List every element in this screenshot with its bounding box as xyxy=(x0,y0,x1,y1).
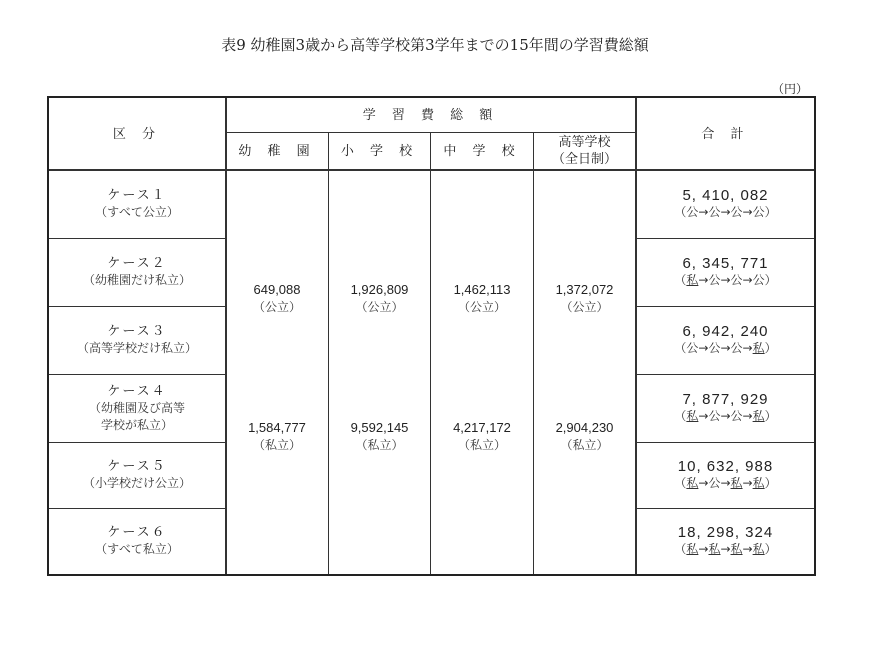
route: （私→公→公→公） xyxy=(674,273,777,287)
route: （公→公→公→公） xyxy=(674,205,777,219)
public-high-school xyxy=(534,278,635,318)
header-total: 合 計 xyxy=(701,126,750,142)
route-private: 私 xyxy=(686,273,699,287)
case-description: （高等学校だけ私立） xyxy=(76,341,197,355)
value: 1,926,809 xyxy=(350,281,409,297)
route-private: 私 xyxy=(686,476,699,490)
value: 1,584,777 xyxy=(248,419,306,435)
route-public: 公 xyxy=(686,205,699,219)
route-public: 公 xyxy=(752,205,765,219)
divider xyxy=(533,132,534,574)
header-high-school-line2: （全日制） xyxy=(551,152,617,167)
label: （公立） xyxy=(252,299,301,314)
table-title: 表9 幼稚園3歳から高等学校第3学年までの15年間の学習費総額 xyxy=(221,36,649,54)
private-elementary xyxy=(329,416,430,456)
route: （私→私→私→私） xyxy=(674,542,777,556)
route: （私→公→私→私） xyxy=(674,476,777,490)
route: （私→公→公→私） xyxy=(674,409,777,423)
case-name: ケース３ xyxy=(107,324,167,339)
public-elementary xyxy=(329,278,430,318)
header-high-school xyxy=(534,133,635,169)
case-description: （幼稚園及び高等 xyxy=(88,400,185,415)
route-private: 私 xyxy=(686,409,699,423)
case-description: （幼稚園だけ私立） xyxy=(82,273,191,287)
route-private: 私 xyxy=(686,542,699,556)
header-group: 学 習 費 総 額 xyxy=(362,107,499,123)
value: 2,904,230 xyxy=(555,419,614,435)
divider xyxy=(430,132,431,574)
case-total xyxy=(637,374,814,442)
cost-table xyxy=(47,96,816,576)
route-public: 公 xyxy=(708,273,721,287)
case-label xyxy=(49,508,225,574)
case-description: 学校が私立） xyxy=(100,417,173,432)
case-total xyxy=(637,306,814,374)
private-high-school xyxy=(534,416,635,456)
value: 4,217,172 xyxy=(453,419,511,435)
case-total xyxy=(637,442,814,508)
unit-label: （円） xyxy=(772,82,809,96)
route-public: 公 xyxy=(730,205,743,219)
label: （公立） xyxy=(457,299,506,314)
case-name: ケース４ xyxy=(107,383,167,399)
total-value: 5, 410, 082 xyxy=(682,187,769,204)
route-private: 私 xyxy=(730,476,743,490)
route-public: 公 xyxy=(708,341,721,355)
case-label xyxy=(49,374,225,442)
route-private: 私 xyxy=(752,476,765,490)
route-public: 公 xyxy=(686,341,699,355)
case-name: ケース６ xyxy=(107,525,167,540)
route-public: 公 xyxy=(730,341,743,355)
label: （私立） xyxy=(252,437,301,452)
route-private: 私 xyxy=(752,341,765,355)
case-description: （すべて私立） xyxy=(95,542,179,556)
total-value: 7, 877, 929 xyxy=(682,391,769,408)
total-value: 18, 298, 324 xyxy=(677,524,774,541)
route-private: 私 xyxy=(730,542,743,556)
route-public: 公 xyxy=(708,205,721,219)
route-public: 公 xyxy=(752,273,765,287)
value: 1,462,113 xyxy=(453,281,511,297)
header-category: 区 分 xyxy=(112,126,162,142)
total-value: 6, 942, 240 xyxy=(682,323,769,340)
header-high-school-line1: 高等学校 xyxy=(558,135,611,150)
public-kindergarten xyxy=(226,278,328,318)
case-description: （すべて公立） xyxy=(95,205,179,219)
case-description: （小学校だけ公立） xyxy=(82,476,191,490)
total-value: 6, 345, 771 xyxy=(682,255,769,272)
route-private: 私 xyxy=(752,542,765,556)
public-junior-high xyxy=(431,278,533,318)
divider xyxy=(328,132,329,574)
header-elementary: 小 学 校 xyxy=(340,143,419,159)
value: 9,592,145 xyxy=(350,419,409,435)
case-total xyxy=(637,238,814,306)
private-kindergarten xyxy=(226,416,328,456)
case-name: ケース２ xyxy=(107,256,167,271)
route-public: 公 xyxy=(708,409,721,423)
case-label xyxy=(49,306,225,374)
route-public: 公 xyxy=(730,273,743,287)
case-total xyxy=(637,508,814,574)
header-kindergarten: 幼 稚 園 xyxy=(238,143,316,159)
label: （私立） xyxy=(457,437,506,452)
route: （公→公→公→私） xyxy=(674,341,777,355)
case-label xyxy=(49,170,225,238)
total-value: 10, 632, 988 xyxy=(677,458,774,475)
private-junior-high xyxy=(431,416,533,456)
label: （公立） xyxy=(560,299,609,314)
route-private: 私 xyxy=(752,409,765,423)
value: 649,088 xyxy=(253,281,301,297)
value: 1,372,072 xyxy=(555,281,614,297)
label: （私立） xyxy=(355,437,404,452)
case-total xyxy=(637,170,814,238)
label: （私立） xyxy=(560,437,609,452)
route-private: 私 xyxy=(708,542,721,556)
label: （公立） xyxy=(355,299,404,314)
route-public: 公 xyxy=(708,476,721,490)
header-junior-high: 中 学 校 xyxy=(443,143,521,159)
route-public: 公 xyxy=(730,409,743,423)
case-label xyxy=(49,442,225,508)
case-label xyxy=(49,238,225,306)
case-name: ケース１ xyxy=(107,188,167,203)
case-name: ケース５ xyxy=(107,459,167,474)
